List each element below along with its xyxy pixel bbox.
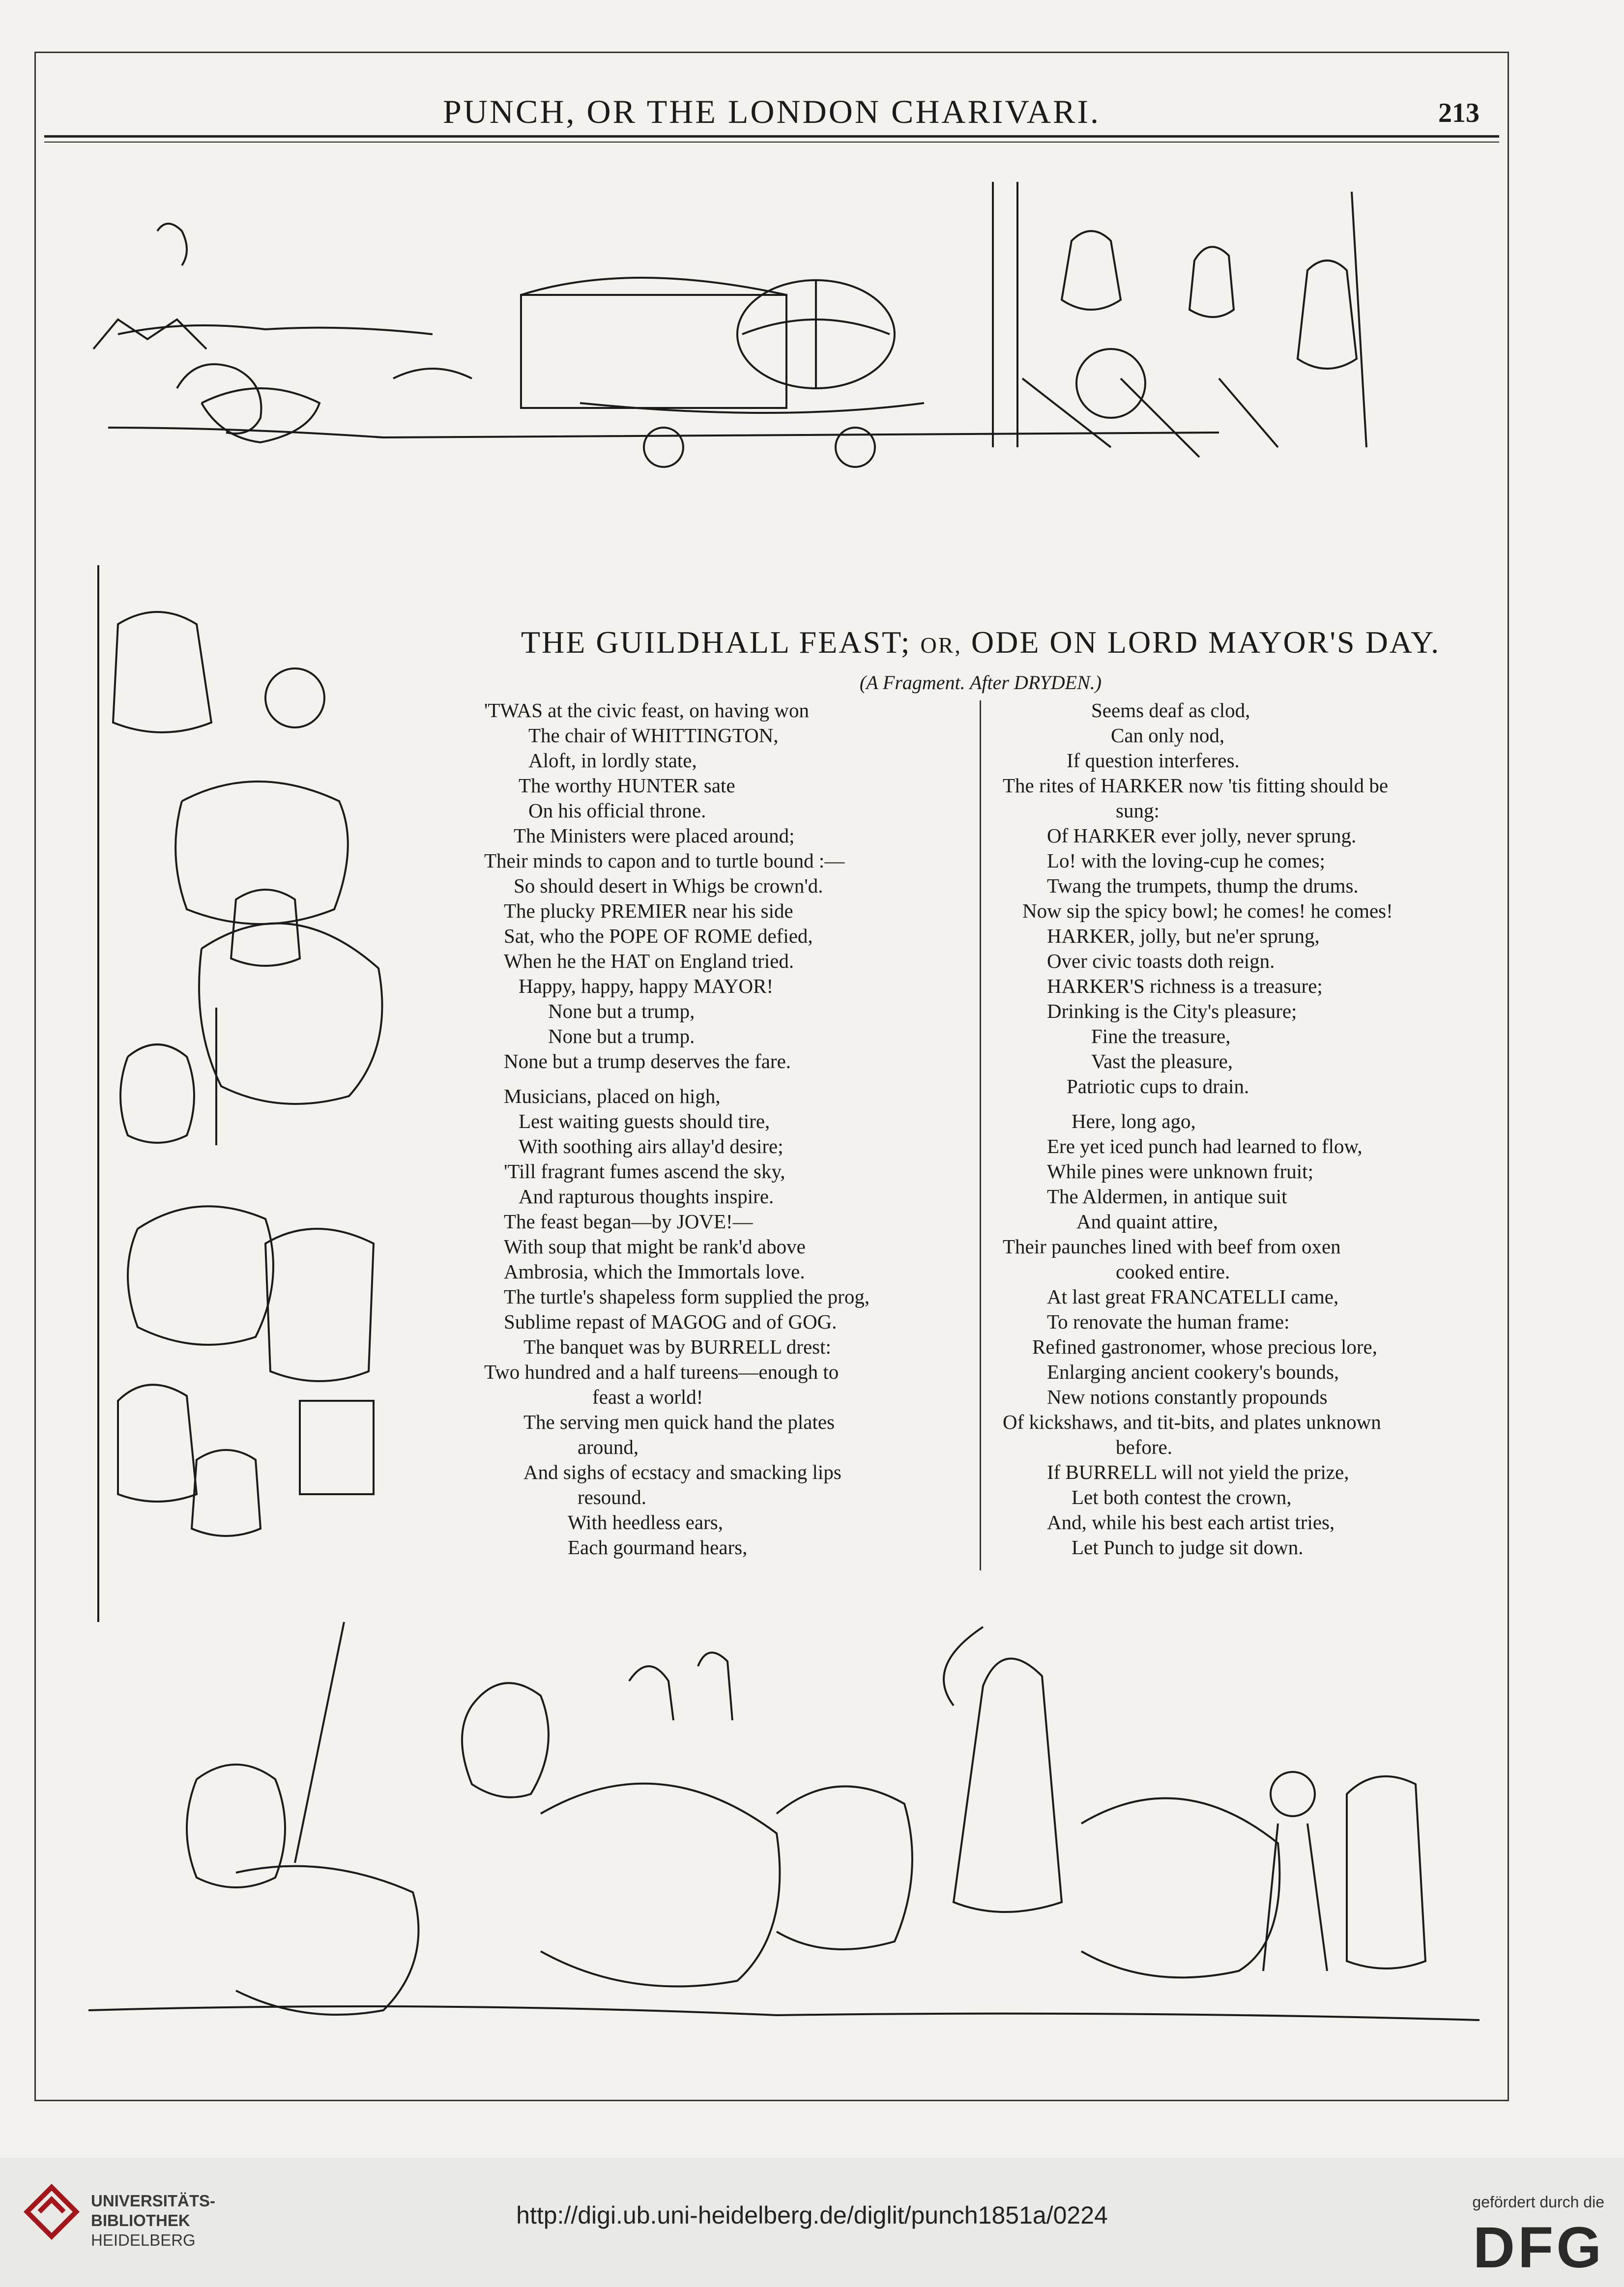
poem-line bbox=[484, 1074, 966, 1084]
poem-line: The worthy HUNTER sate bbox=[519, 774, 735, 797]
page-number: 213 bbox=[1438, 98, 1479, 128]
poem-line: HARKER, jolly, but ne'er sprung, bbox=[1047, 925, 1320, 947]
poem-line: Musicians, placed on high, bbox=[504, 1085, 721, 1107]
dfg-logo: DFG bbox=[1473, 2215, 1604, 2280]
poem-line: Ere yet iced punch had learned to flow, bbox=[1047, 1135, 1363, 1158]
poem-line: Here, long ago, bbox=[1072, 1110, 1196, 1132]
poem-line: Of kickshaws, and tit-bits, and plates unknown bbox=[1003, 1411, 1381, 1433]
sponsor-note: gefördert durch die bbox=[1472, 2193, 1604, 2211]
poem-line: resound. bbox=[578, 1486, 647, 1508]
poem-line: feast a world! bbox=[592, 1386, 703, 1408]
poem-line: Drinking is the City's pleasure; bbox=[1047, 1000, 1297, 1022]
poem-line: And quaint attire, bbox=[1076, 1210, 1218, 1233]
library-name-line: HEIDELBERG bbox=[91, 2231, 196, 2249]
publication-title: PUNCH, OR THE LONDON CHARIVARI. bbox=[442, 93, 1101, 130]
poem-line: Enlarging ancient cookery's bounds, bbox=[1047, 1361, 1339, 1383]
poem-line: Sat, who the POPE OF ROME defied, bbox=[504, 925, 813, 947]
poem-line: The Aldermen, in antique suit bbox=[1047, 1185, 1287, 1208]
poem-line: Twang the trumpets, thump the drums. bbox=[1047, 874, 1359, 897]
poem-line: If question interferes. bbox=[1067, 749, 1240, 772]
poem-line: around, bbox=[578, 1436, 639, 1458]
running-header bbox=[44, 84, 1499, 143]
poem-line bbox=[993, 1099, 1475, 1109]
procession-illustration-top bbox=[88, 172, 1479, 605]
poem-line: Seems deaf as clod, bbox=[1091, 699, 1250, 722]
poem-line: Two hundred and a half tureens—enough to bbox=[484, 1361, 839, 1383]
poem-line: With soothing airs allay'd desire; bbox=[519, 1135, 783, 1158]
poem-line: sung: bbox=[1116, 799, 1160, 822]
procession-illustration-bottom bbox=[88, 1607, 1479, 2099]
poem-line: Now sip the spicy bowl; he comes! he comes! bbox=[1022, 899, 1393, 922]
poem-line: And, while his best each artist tries, bbox=[1047, 1511, 1335, 1534]
library-name-line: BIBLIOTHEK bbox=[91, 2211, 190, 2229]
poem-line: The plucky PREMIER near his side bbox=[504, 899, 793, 922]
poem-line: None but a trump, bbox=[548, 1000, 695, 1022]
poem-line: Each gourmand hears, bbox=[568, 1536, 748, 1559]
poem-line: So should desert in Whigs be crown'd. bbox=[514, 874, 823, 897]
poem-line: Let Punch to judge sit down. bbox=[1072, 1536, 1304, 1559]
procession-border-left bbox=[88, 565, 462, 1622]
poem-line: 'TWAS at the civic feast, on having won bbox=[484, 699, 809, 722]
poem-line: With heedless ears, bbox=[568, 1511, 723, 1534]
poem-line: And sighs of ecstacy and smacking lips bbox=[523, 1461, 841, 1483]
column-divider bbox=[980, 700, 981, 1570]
poem-line: If BURRELL will not yield the prize, bbox=[1047, 1461, 1349, 1483]
poem-line: before. bbox=[1116, 1436, 1172, 1458]
library-name-line: UNIVERSITÄTS- bbox=[91, 2192, 216, 2210]
poem-line: Their paunches lined with beef from oxen bbox=[1003, 1235, 1341, 1258]
poem-line: At last great FRANCATELLI came, bbox=[1047, 1285, 1339, 1308]
poem-line: cooked entire. bbox=[1116, 1260, 1230, 1283]
poem-subtitle: (A Fragment. After DRYDEN.) bbox=[859, 671, 1102, 694]
poem-line: Patriotic cups to drain. bbox=[1067, 1075, 1249, 1098]
poem-line: Sublime repast of MAGOG and of GOG. bbox=[504, 1310, 837, 1333]
poem-line: Vast the pleasure, bbox=[1091, 1050, 1233, 1072]
poem-line: Happy, happy, happy MAYOR! bbox=[519, 975, 774, 997]
poem-column-left bbox=[484, 698, 966, 1560]
poem-column-right bbox=[993, 698, 1475, 1560]
poem-title bbox=[452, 624, 1509, 661]
poem-title-or: OR, bbox=[920, 633, 962, 658]
poem-line: HARKER'S richness is a treasure; bbox=[1047, 975, 1323, 997]
poem-line: With soup that might be rank'd above bbox=[504, 1235, 806, 1258]
poem-line: Lo! with the loving-cup he comes; bbox=[1047, 849, 1325, 872]
poem-line: And rapturous thoughts inspire. bbox=[519, 1185, 774, 1208]
poem-line: None but a trump. bbox=[548, 1025, 695, 1047]
poem-line: Over civic toasts doth reign. bbox=[1047, 950, 1275, 972]
poem-line: While pines were unknown fruit; bbox=[1047, 1160, 1313, 1183]
poem-line: The banquet was by BURRELL drest: bbox=[523, 1335, 831, 1358]
poem-line: The turtle's shapeless form supplied the prog, bbox=[504, 1285, 870, 1308]
permalink-url[interactable]: http://digi.ub.uni-heidelberg.de/diglit/punch1851a/0224 bbox=[516, 2201, 1108, 2229]
poem-line: The feast began—by JOVE!— bbox=[504, 1210, 753, 1233]
poem-line: Let both contest the crown, bbox=[1072, 1486, 1292, 1508]
poem-line: To renovate the human frame: bbox=[1047, 1310, 1290, 1333]
poem-line: When he the HAT on England tried. bbox=[504, 950, 794, 972]
poem-line: The Ministers were placed around; bbox=[514, 824, 795, 847]
poem-line: The serving men quick hand the plates bbox=[523, 1411, 835, 1433]
header-rule bbox=[44, 135, 1499, 138]
poem-line: New notions constantly propounds bbox=[1047, 1386, 1328, 1408]
poem-line: Aloft, in lordly state, bbox=[528, 749, 697, 772]
poem-title-rest: ODE ON LORD MAYOR'S DAY. bbox=[971, 625, 1441, 660]
poem-line: Ambrosia, which the Immortals love. bbox=[504, 1260, 805, 1283]
poem-line: Their minds to capon and to turtle bound :— bbox=[484, 849, 845, 872]
poem-line: Of HARKER ever jolly, never sprung. bbox=[1047, 824, 1357, 847]
poem-line: None but a trump deserves the fare. bbox=[504, 1050, 791, 1072]
poem-line: Refined gastronomer, whose precious lore, bbox=[1032, 1335, 1377, 1358]
poem-line: On his official throne. bbox=[528, 799, 706, 822]
poem-line: Can only nod, bbox=[1111, 724, 1225, 747]
poem-line: Fine the treasure, bbox=[1091, 1025, 1231, 1047]
poem-line: The rites of HARKER now 'tis fitting should be bbox=[1003, 774, 1389, 797]
poem-title-main: THE GUILDHALL FEAST; bbox=[521, 625, 911, 660]
header-rule-thin bbox=[44, 142, 1499, 143]
poem-line: Lest waiting guests should tire, bbox=[519, 1110, 770, 1132]
poem-line: 'Till fragrant fumes ascend the sky, bbox=[504, 1160, 785, 1183]
poem-line: The chair of WHITTINGTON, bbox=[528, 724, 779, 747]
